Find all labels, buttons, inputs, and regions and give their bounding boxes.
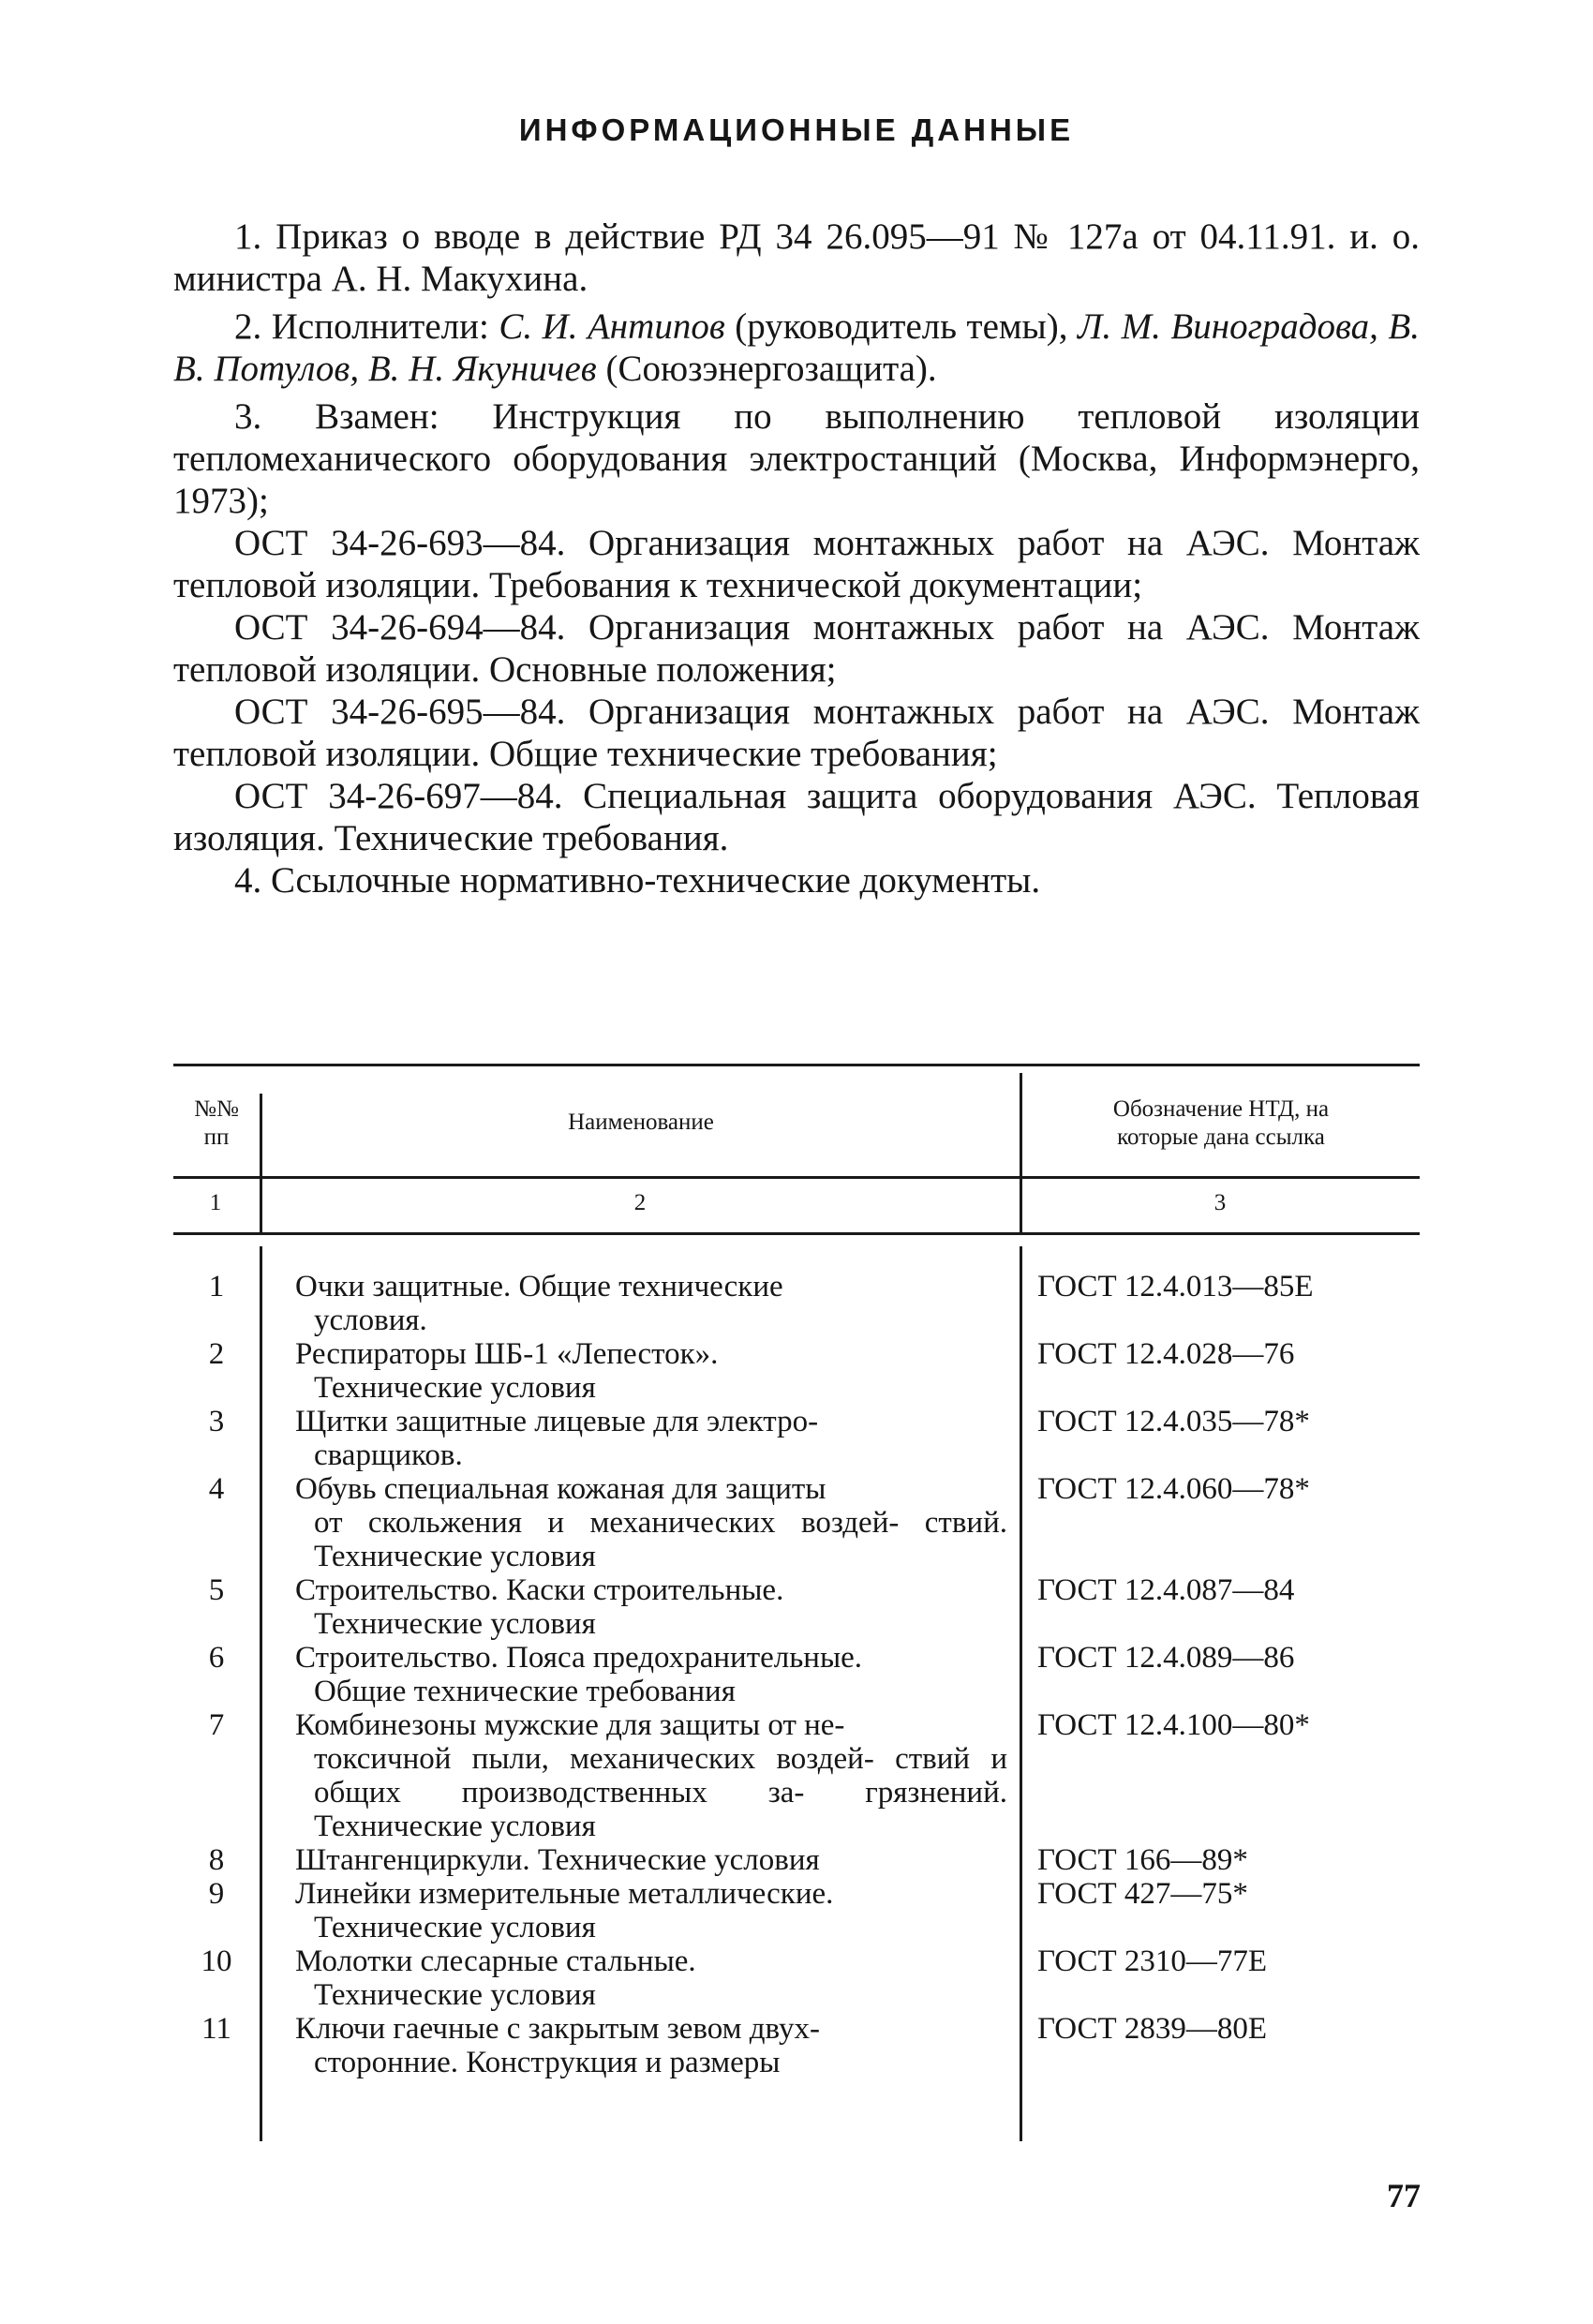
row-name: Штангенциркули. Технические условия (295, 1843, 820, 1877)
row-reference: ГОСТ 12.4.028—76 (1037, 1337, 1295, 1371)
row-name: Строительство. Пояса предохранительные. Общие технические требования (295, 1641, 863, 1708)
header-number-line1: №№ (194, 1096, 239, 1122)
header-number (173, 1095, 260, 1152)
row-number: 11 (201, 2012, 231, 2046)
reference-table (173, 1064, 1420, 2141)
info-item-1: 1. Приказ о вводе в действие РД 34 26.095—91 № 127а от 04.11.91. и. о. министра А. Н. Макухина. (173, 216, 1420, 299)
row-number: 8 (208, 1843, 225, 1877)
info-item-2-lead: 2. Исполнители: (234, 306, 499, 347)
row-name: Щитки защитные лицевые для электро- сварщиков. (295, 1405, 819, 1472)
row-name: Молотки слесарные стальные. Технические условия (295, 1944, 696, 2012)
row-reference: ГОСТ 12.4.035—78* (1037, 1405, 1310, 1438)
header-name: Наименование (568, 1110, 714, 1135)
row-name: Комбинезоны мужские для защиты от не- токсичной пыли, механических воздей- ствий и общих производственных за- грязнений. Технические условия (295, 1708, 1007, 1843)
row-name: Респираторы ШБ-1 «Лепесток». Технические условия (295, 1337, 719, 1405)
table-top-rule (173, 1064, 1420, 1066)
column-number-3: 3 (1213, 1190, 1227, 1215)
header-number-line2: пп (203, 1125, 230, 1150)
row-name: Ключи гаечные с закрытым зевом двух- сторонние. Конструкция и размеры (295, 2012, 821, 2079)
row-reference: ГОСТ 12.4.089—86 (1037, 1641, 1295, 1675)
info-section (173, 216, 1420, 901)
info-standard-695: ОСТ 34-26-695—84. Организация монтажных работ на АЭС. Монтаж тепловой изоляции. Общие технические требования; (173, 692, 1420, 774)
row-reference: ГОСТ 2839—80Е (1037, 2012, 1268, 2046)
info-standard-694: ОСТ 34-26-694—84. Организация монтажных работ на АЭС. Монтаж тепловой изоляции. Основные положения; (173, 607, 1420, 690)
row-reference: ГОСТ 427—75* (1037, 1877, 1248, 1911)
body-divider-2 (1020, 1246, 1022, 2141)
header-reference (1022, 1095, 1420, 1152)
row-number: 6 (208, 1641, 225, 1675)
header-reference-line2: которые дана ссылка (1117, 1125, 1325, 1150)
row-number: 9 (208, 1877, 225, 1911)
info-item-2-org: (Союзэнергозащита). (596, 349, 937, 389)
row-number: 10 (201, 1944, 232, 1978)
column-number-1: 1 (209, 1190, 222, 1215)
row-reference: ГОСТ 12.4.100—80* (1037, 1708, 1310, 1742)
info-item-2-team: Л. М. Виноградова, В. В. Потулов, В. Н. Якуничев (173, 306, 1420, 389)
colnum-divider-1 (260, 1176, 262, 1232)
row-reference: ГОСТ 12.4.060—78* (1037, 1472, 1310, 1506)
info-item-2 (173, 305, 1420, 390)
row-name: Очки защитные. Общие технические условия. (295, 1270, 783, 1337)
row-reference: ГОСТ 2310—77Е (1037, 1944, 1268, 1978)
body-divider-1 (260, 1246, 262, 2141)
row-number: 1 (208, 1270, 225, 1304)
row-name: Линейки измерительные металлические. Технические условия (295, 1877, 834, 1944)
row-number: 4 (208, 1472, 225, 1506)
row-number: 7 (208, 1708, 225, 1742)
info-item-4: 4. Ссылочные нормативно-технические документы. (234, 860, 1041, 901)
header-reference-line1: Обозначение НТД, на (1112, 1096, 1330, 1122)
row-reference: ГОСТ 166—89* (1037, 1843, 1248, 1877)
table-colnum-rule (173, 1232, 1420, 1235)
row-reference: ГОСТ 12.4.087—84 (1037, 1573, 1295, 1607)
colnum-divider-2 (1020, 1176, 1022, 1232)
row-name: Строительство. Каски строительные. Технические условия (295, 1573, 784, 1641)
page-title: ИНФОРМАЦИОННЫЕ ДАННЫЕ (518, 112, 1075, 147)
row-number: 3 (208, 1405, 225, 1438)
info-standard-697: ОСТ 34-26-697—84. Специальная защита оборудования АЭС. Тепловая изоляция. Технические требования. (173, 776, 1420, 858)
info-standard-693: ОСТ 34-26-693—84. Организация монтажных работ на АЭС. Монтаж тепловой изоляции. Требования к технической документации; (173, 523, 1420, 605)
row-number: 2 (208, 1337, 225, 1371)
row-number: 5 (208, 1573, 225, 1607)
page-number: 77 (1387, 2177, 1421, 2214)
column-number-2: 2 (633, 1190, 647, 1215)
info-item-2-role: (руководитель темы), (724, 306, 1078, 347)
row-reference: ГОСТ 12.4.013—85Е (1037, 1270, 1314, 1304)
row-name: Обувь специальная кожаная для защиты от скольжения и механических воздей- ствий. Технические условия (295, 1472, 1007, 1573)
info-item-2-head: С. И. Антипов (499, 306, 725, 347)
table-header-rule (173, 1176, 1420, 1179)
info-item-3: 3. Взамен: Инструкция по выполнению тепловой изоляции тепломеханического оборудования электростанций (Москва, Информэнерго, 1973); (173, 396, 1420, 521)
